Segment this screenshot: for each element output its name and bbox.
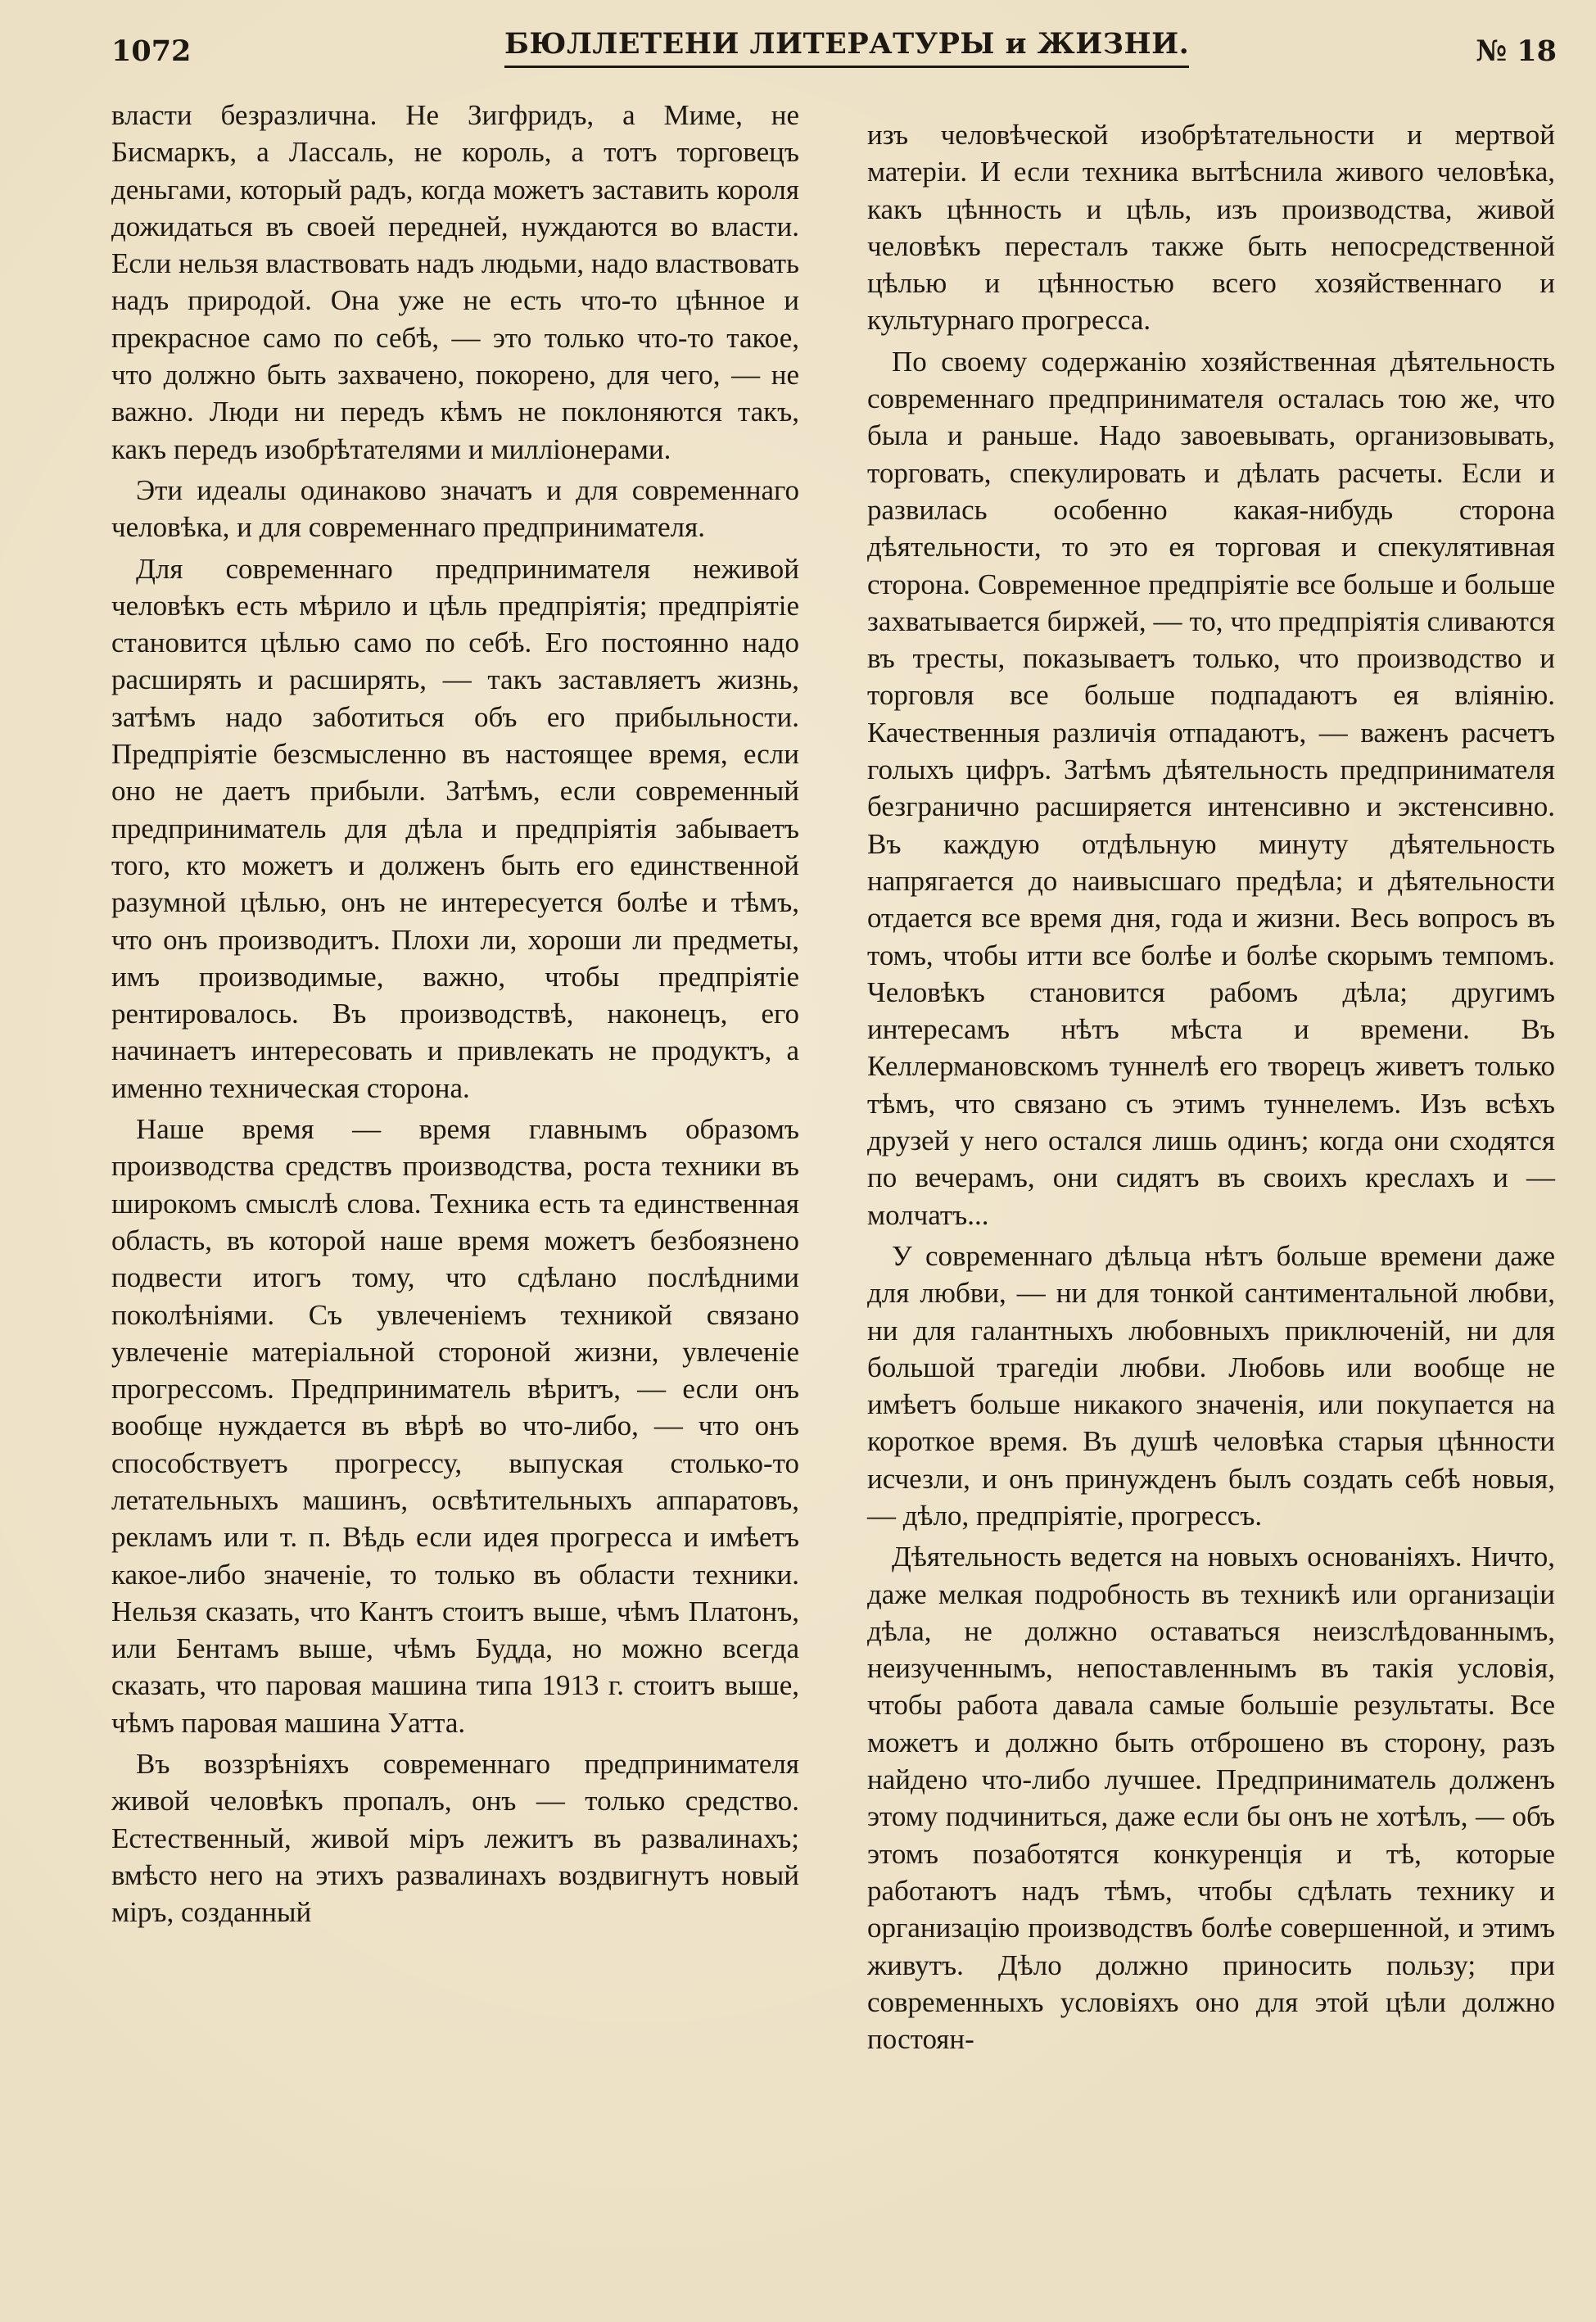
paragraph: власти безразлична. Не Зигфридъ, а Миме, не Бисмаркъ, а Лассаль, не король, а тотъ торговецъ деньгами, который радъ, когда можетъ заставить короля дожидаться въ своей передней, нуждаются во власти. Если нельзя властвовать надъ людьми, надо властвовать надъ природой. Она уже не есть что-то цѣнное и прекрасное само по себѣ, — это только что-то такое, что должно быть захвачено, покорено, для чего, — не важно. Люди ни передъ кѣмъ не поклоняются такъ, какъ передъ изобрѣтателями и милліонерами. xyxy=(111,99,799,465)
paragraph: У современнаго дѣльца нѣтъ больше времени даже для любви, — ни для тонкой сантиментальной любви, ни для галантныхъ любовныхъ приключеній, ни для большой трагедіи любви. Любовь или вообще не имѣетъ больше никакого значенія, или покупается на короткое время. Въ душѣ человѣка старыя цѣнности исчезли, и онъ принужденъ былъ создать себѣ новыя, — дѣло, предпріятіе, прогрессъ. xyxy=(867,1239,1555,1532)
paragraph: изъ человѣческой изобрѣтательности и мертвой матеріи. И если техника вытѣснила живого человѣка, какъ цѣнность и цѣль, изъ производства, живой человѣкъ пересталъ также быть непосредственной цѣлью и цѣнностью всего хозяйственнаго и культурнаго прогресса. xyxy=(867,119,1555,337)
issue-number: № 18 xyxy=(1476,34,1557,68)
right-column xyxy=(867,116,1555,2057)
left-column xyxy=(111,97,799,1931)
journal-title: БЮЛЛЕТЕНИ ЛИТЕРАТУРЫ и ЖИЗНИ. xyxy=(504,23,1189,68)
paragraph: Для современнаго предпринимателя неживой человѣкъ есть мѣрило и цѣль предпріятія; предпріятіе становится цѣлью само по себѣ. Его постоянно надо расширять и расширять, — такъ заставляетъ жизнь, затѣмъ надо заботиться объ его прибыльности. Предпріятіе безсмысленно въ настоящее время, если оно не даетъ прибыли. Затѣмъ, если современный предприниматель для дѣла и предпріятія забываетъ того, кто можетъ и долженъ быть его единственной разумной цѣлью, онъ не интересуется болѣе и тѣмъ, что онъ производитъ. Плохи ли, хороши ли предметы, имъ производимые, важно, чтобы предпріятіе рентировалось. Въ производствѣ, наконецъ, его начинаетъ интересовать и привлекать не продуктъ, а именно техническая сторона. xyxy=(111,552,799,1104)
paragraph: Наше время — время главнымъ образомъ производства средствъ производства, роста техники въ широкомъ смыслѣ слова. Техника есть та единственная область, въ которой наше время можетъ безбоязнено подвести итогъ тому, что сдѣлано послѣдними поколѣніями. Съ увлеченіемъ техникой связано увлеченіе матеріальной стороной жизни, увлеченіе прогрессомъ. Предприниматель вѣритъ, — если онъ вообще нуждается въ вѣрѣ во что-либо, — что онъ способствуетъ прогрессу, выпуская столько-то летательныхъ машинъ, освѣтительныхъ аппаратовъ, рекламъ или т. п. Вѣдь если идея прогресса и имѣетъ какое-либо значеніе, то только въ области техники. Нельзя сказать, что Кантъ стоитъ выше, чѣмъ Платонъ, или Бентамъ выше, чѣмъ Будда, но можно всегда сказать, что паровая машина типа 1913 г. стоитъ выше, чѣмъ паровая машина Уатта. xyxy=(111,1113,799,1739)
running-head xyxy=(111,23,1557,80)
paragraph: Эти идеалы одинаково значатъ и для современнаго человѣка, и для современнаго предпринимателя. xyxy=(111,473,799,544)
article-body xyxy=(111,97,1557,2308)
paragraph: Въ воззрѣніяхъ современнаго предпринимателя живой человѣкъ пропалъ, онъ — только средство. Естественный, живой міръ лежитъ въ развалинахъ; вмѣсто него на этихъ развалинахъ воздвигнутъ новый міръ, созданный xyxy=(111,1748,799,1929)
paragraph: Дѣятельность ведется на новыхъ основаніяхъ. Ничто, даже мелкая подробность въ техникѣ или организаціи дѣла, не должно оставаться неизслѣдованнымъ, неизученнымъ, непоставленнымъ въ такія условія, чтобы работа давала самые большіе результаты. Все можетъ и должно быть отброшено въ сторону, разъ найдено что-либо лучшее. Предприниматель долженъ этому подчиниться, даже если бы онъ не хотѣлъ, — объ этомъ позаботятся конкуренція и тѣ, которые работаютъ надъ тѣмъ, чтобы сдѣлать технику и организацію производствъ болѣе совершенной, и этимъ живутъ. Дѣло должно приносить пользу; при современныхъ условіяхъ оно для этой цѣли должно постоян- xyxy=(867,1541,1555,2056)
page-number: 1072 xyxy=(111,34,192,68)
paragraph: По своему содержанію хозяйственная дѣятельность современнаго предпринимателя осталась тою же, что была и раньше. Надо завоевывать, организовывать, торговать, спекулировать и дѣлать расчеты. Если и развилась особенно какая-нибудь сторона дѣятельности, то это ея торговая и спекулятивная сторона. Современное предпріятіе все больше и больше захватывается биржей, — то, что предпріятія сливаются въ тресты, показываетъ только, что производство и торговля все больше подпадаютъ ея вліянію. Качественныя различія отпадаютъ, — важенъ расчетъ голыхъ цифръ. Затѣмъ дѣятельность предпринимателя безгранично расширяется интенсивно и экстенсивно. Въ каждую отдѣльную минуту дѣятельность напрягается до наивысшаго предѣла; и дѣятельности отдается все время дня, года и жизни. Весь вопросъ въ томъ, чтобы итти все болѣе и болѣе скорымъ темпомъ. Человѣкъ становится рабомъ дѣла; другимъ интересамъ нѣтъ мѣста и времени. Въ Келлермановскомъ туннелѣ его творецъ живетъ только тѣмъ, что связано съ этимъ туннелемъ. Изъ всѣхъ друзей у него остался лишь одинъ; когда они сходятся по вечерамъ, они сидятъ въ своихъ креслахъ и — молчатъ... xyxy=(867,345,1555,1231)
